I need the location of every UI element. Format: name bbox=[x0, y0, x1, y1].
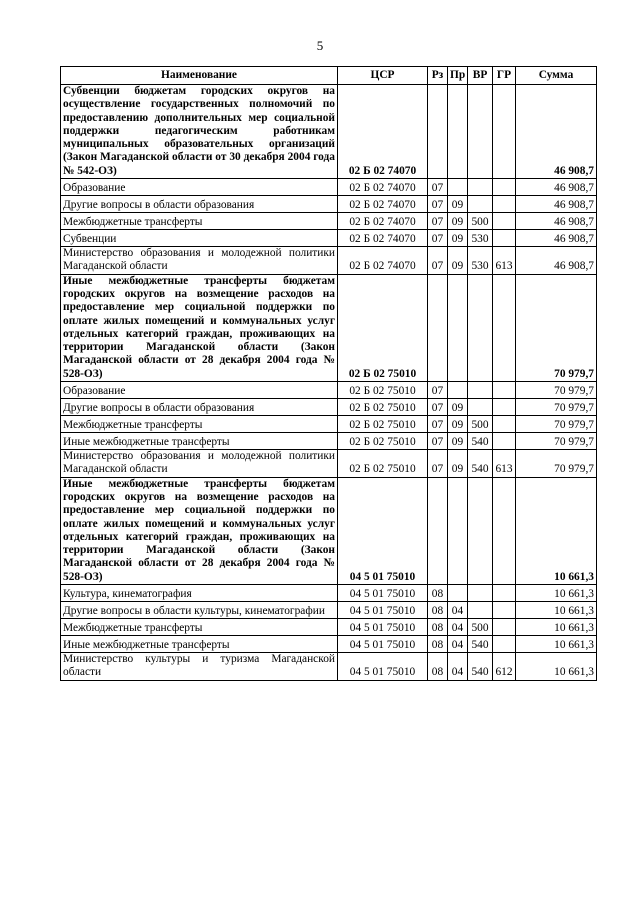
cell-name: Межбюджетные трансферты bbox=[61, 416, 338, 433]
cell-pr bbox=[448, 585, 468, 602]
cell-vr bbox=[468, 85, 493, 179]
table-row bbox=[61, 382, 597, 399]
table-row bbox=[61, 619, 597, 636]
cell-gr: 613 bbox=[493, 450, 516, 478]
table-row bbox=[61, 433, 597, 450]
cell-vr: 530 bbox=[468, 247, 493, 275]
cell-csr: 02 Б 02 74070 bbox=[338, 179, 428, 196]
cell-sum: 10 661,3 bbox=[516, 602, 597, 619]
table-row bbox=[61, 85, 597, 179]
cell-pr: 09 bbox=[448, 196, 468, 213]
cell-gr bbox=[493, 196, 516, 213]
cell-pr: 04 bbox=[448, 619, 468, 636]
cell-csr: 02 Б 02 74070 bbox=[338, 196, 428, 213]
cell-pr: 04 bbox=[448, 653, 468, 681]
cell-vr bbox=[468, 196, 493, 213]
header-sum: Сумма bbox=[516, 67, 597, 85]
cell-name: Другие вопросы в области образования bbox=[61, 399, 338, 416]
cell-pr bbox=[448, 477, 468, 584]
cell-rz: 08 bbox=[428, 653, 448, 681]
cell-sum: 46 908,7 bbox=[516, 230, 597, 247]
cell-rz: 07 bbox=[428, 213, 448, 230]
cell-vr: 500 bbox=[468, 619, 493, 636]
cell-csr: 04 5 01 75010 bbox=[338, 653, 428, 681]
cell-gr: 613 bbox=[493, 247, 516, 275]
cell-vr bbox=[468, 382, 493, 399]
cell-pr: 09 bbox=[448, 433, 468, 450]
cell-csr: 02 Б 02 75010 bbox=[338, 274, 428, 381]
cell-pr bbox=[448, 382, 468, 399]
cell-rz: 07 bbox=[428, 382, 448, 399]
cell-rz: 08 bbox=[428, 585, 448, 602]
cell-gr bbox=[493, 213, 516, 230]
table-row bbox=[61, 213, 597, 230]
cell-vr: 540 bbox=[468, 433, 493, 450]
cell-csr: 02 Б 02 75010 bbox=[338, 450, 428, 478]
cell-csr: 04 5 01 75010 bbox=[338, 602, 428, 619]
header-name: Наименование bbox=[61, 67, 338, 85]
table-row bbox=[61, 450, 597, 478]
cell-sum: 46 908,7 bbox=[516, 213, 597, 230]
cell-rz: 08 bbox=[428, 602, 448, 619]
cell-gr bbox=[493, 619, 516, 636]
table-row bbox=[61, 636, 597, 653]
cell-vr: 500 bbox=[468, 416, 493, 433]
cell-csr: 02 Б 02 74070 bbox=[338, 213, 428, 230]
cell-vr: 540 bbox=[468, 653, 493, 681]
cell-pr bbox=[448, 179, 468, 196]
cell-sum: 10 661,3 bbox=[516, 636, 597, 653]
cell-vr bbox=[468, 477, 493, 584]
table-row bbox=[61, 196, 597, 213]
cell-vr bbox=[468, 399, 493, 416]
cell-rz: 07 bbox=[428, 450, 448, 478]
table-row bbox=[61, 274, 597, 381]
cell-csr: 02 Б 02 74070 bbox=[338, 247, 428, 275]
cell-sum: 46 908,7 bbox=[516, 179, 597, 196]
cell-name: Образование bbox=[61, 382, 338, 399]
budget-table bbox=[60, 66, 597, 681]
cell-name: Иные межбюджетные трансферты bbox=[61, 636, 338, 653]
cell-pr: 09 bbox=[448, 247, 468, 275]
cell-csr: 04 5 01 75010 bbox=[338, 619, 428, 636]
cell-sum: 70 979,7 bbox=[516, 433, 597, 450]
cell-vr: 530 bbox=[468, 230, 493, 247]
cell-pr bbox=[448, 274, 468, 381]
cell-name: Иные межбюджетные трансферты бюджетам городских округов на возмещение расходов на предоставление мер социальной поддержки по оплате жилых помещений и коммунальных услуг отдельных категорий граждан, проживающих на территории Магаданской области (Закон Магаданской области от 28 декабря 2004 года № 528-ОЗ) bbox=[61, 274, 338, 381]
cell-name: Другие вопросы в области культуры, кинематографии bbox=[61, 602, 338, 619]
cell-sum: 46 908,7 bbox=[516, 247, 597, 275]
cell-rz: 08 bbox=[428, 619, 448, 636]
cell-vr bbox=[468, 179, 493, 196]
cell-vr bbox=[468, 585, 493, 602]
cell-name: Образование bbox=[61, 179, 338, 196]
header-pr: Пр bbox=[448, 67, 468, 85]
cell-csr: 04 5 01 75010 bbox=[338, 477, 428, 584]
cell-sum: 70 979,7 bbox=[516, 416, 597, 433]
table-row bbox=[61, 477, 597, 584]
cell-gr bbox=[493, 399, 516, 416]
cell-gr bbox=[493, 274, 516, 381]
cell-sum: 10 661,3 bbox=[516, 477, 597, 584]
cell-gr bbox=[493, 382, 516, 399]
cell-sum: 10 661,3 bbox=[516, 653, 597, 681]
cell-rz: 07 bbox=[428, 196, 448, 213]
cell-csr: 02 Б 02 75010 bbox=[338, 382, 428, 399]
cell-pr: 04 bbox=[448, 636, 468, 653]
cell-name: Субвенции бюджетам городских округов на осуществление государственных полномочий по предоставлению дополнительных мер социальной поддержки педагогическим работникам муниципальных образовательных организаций (Закон Магаданской области от 30 декабря 2004 года № 542-ОЗ) bbox=[61, 85, 338, 179]
cell-vr: 540 bbox=[468, 636, 493, 653]
table-row bbox=[61, 230, 597, 247]
table-row bbox=[61, 247, 597, 275]
cell-gr bbox=[493, 416, 516, 433]
cell-name: Культура, кинематография bbox=[61, 585, 338, 602]
cell-name: Иные межбюджетные трансферты bbox=[61, 433, 338, 450]
cell-rz: 08 bbox=[428, 636, 448, 653]
header-csr: ЦСР bbox=[338, 67, 428, 85]
cell-sum: 46 908,7 bbox=[516, 196, 597, 213]
cell-gr bbox=[493, 179, 516, 196]
cell-pr: 09 bbox=[448, 399, 468, 416]
table-body bbox=[61, 85, 597, 681]
cell-name: Субвенции bbox=[61, 230, 338, 247]
cell-pr bbox=[448, 85, 468, 179]
cell-csr: 02 Б 02 74070 bbox=[338, 230, 428, 247]
cell-pr: 09 bbox=[448, 230, 468, 247]
cell-sum: 46 908,7 bbox=[516, 85, 597, 179]
cell-csr: 02 Б 02 75010 bbox=[338, 416, 428, 433]
table-row bbox=[61, 416, 597, 433]
cell-rz bbox=[428, 85, 448, 179]
cell-rz: 07 bbox=[428, 230, 448, 247]
cell-sum: 70 979,7 bbox=[516, 274, 597, 381]
table-header-row bbox=[61, 67, 597, 85]
cell-name: Иные межбюджетные трансферты бюджетам городских округов на возмещение расходов на предоставление мер социальной поддержки по оплате жилых помещений и коммунальных услуг отдельных категорий граждан, проживающих на территории Магаданской области (Закон Магаданской области от 28 декабря 2004 года № 528-ОЗ) bbox=[61, 477, 338, 584]
table-row bbox=[61, 179, 597, 196]
cell-sum: 70 979,7 bbox=[516, 450, 597, 478]
cell-csr: 04 5 01 75010 bbox=[338, 636, 428, 653]
cell-csr: 02 Б 02 75010 bbox=[338, 399, 428, 416]
table-row bbox=[61, 585, 597, 602]
cell-pr: 04 bbox=[448, 602, 468, 619]
cell-gr bbox=[493, 477, 516, 584]
cell-gr bbox=[493, 230, 516, 247]
cell-sum: 70 979,7 bbox=[516, 399, 597, 416]
cell-gr bbox=[493, 433, 516, 450]
cell-vr bbox=[468, 602, 493, 619]
cell-csr: 04 5 01 75010 bbox=[338, 585, 428, 602]
cell-rz: 07 bbox=[428, 433, 448, 450]
cell-sum: 10 661,3 bbox=[516, 585, 597, 602]
header-rz: Рз bbox=[428, 67, 448, 85]
cell-name: Министерство культуры и туризма Магаданской области bbox=[61, 653, 338, 681]
cell-name: Министерство образования и молодежной политики Магаданской области bbox=[61, 450, 338, 478]
cell-gr: 612 bbox=[493, 653, 516, 681]
cell-vr: 500 bbox=[468, 213, 493, 230]
cell-name: Другие вопросы в области образования bbox=[61, 196, 338, 213]
table-row bbox=[61, 653, 597, 681]
cell-name: Межбюджетные трансферты bbox=[61, 619, 338, 636]
cell-rz: 07 bbox=[428, 179, 448, 196]
header-vr: ВР bbox=[468, 67, 493, 85]
header-gr: ГР bbox=[493, 67, 516, 85]
table-row bbox=[61, 602, 597, 619]
cell-sum: 70 979,7 bbox=[516, 382, 597, 399]
cell-rz: 07 bbox=[428, 399, 448, 416]
cell-gr bbox=[493, 85, 516, 179]
cell-rz bbox=[428, 477, 448, 584]
cell-pr: 09 bbox=[448, 213, 468, 230]
cell-gr bbox=[493, 636, 516, 653]
cell-name: Министерство образования и молодежной политики Магаданской области bbox=[61, 247, 338, 275]
cell-rz: 07 bbox=[428, 416, 448, 433]
cell-sum: 10 661,3 bbox=[516, 619, 597, 636]
page-number: 5 bbox=[316, 38, 324, 53]
table-row bbox=[61, 399, 597, 416]
cell-rz bbox=[428, 274, 448, 381]
cell-gr bbox=[493, 585, 516, 602]
cell-csr: 02 Б 02 74070 bbox=[338, 85, 428, 179]
cell-gr bbox=[493, 602, 516, 619]
cell-pr: 09 bbox=[448, 450, 468, 478]
cell-pr: 09 bbox=[448, 416, 468, 433]
cell-csr: 02 Б 02 75010 bbox=[338, 433, 428, 450]
cell-rz: 07 bbox=[428, 247, 448, 275]
cell-vr bbox=[468, 274, 493, 381]
cell-name: Межбюджетные трансферты bbox=[61, 213, 338, 230]
cell-vr: 540 bbox=[468, 450, 493, 478]
